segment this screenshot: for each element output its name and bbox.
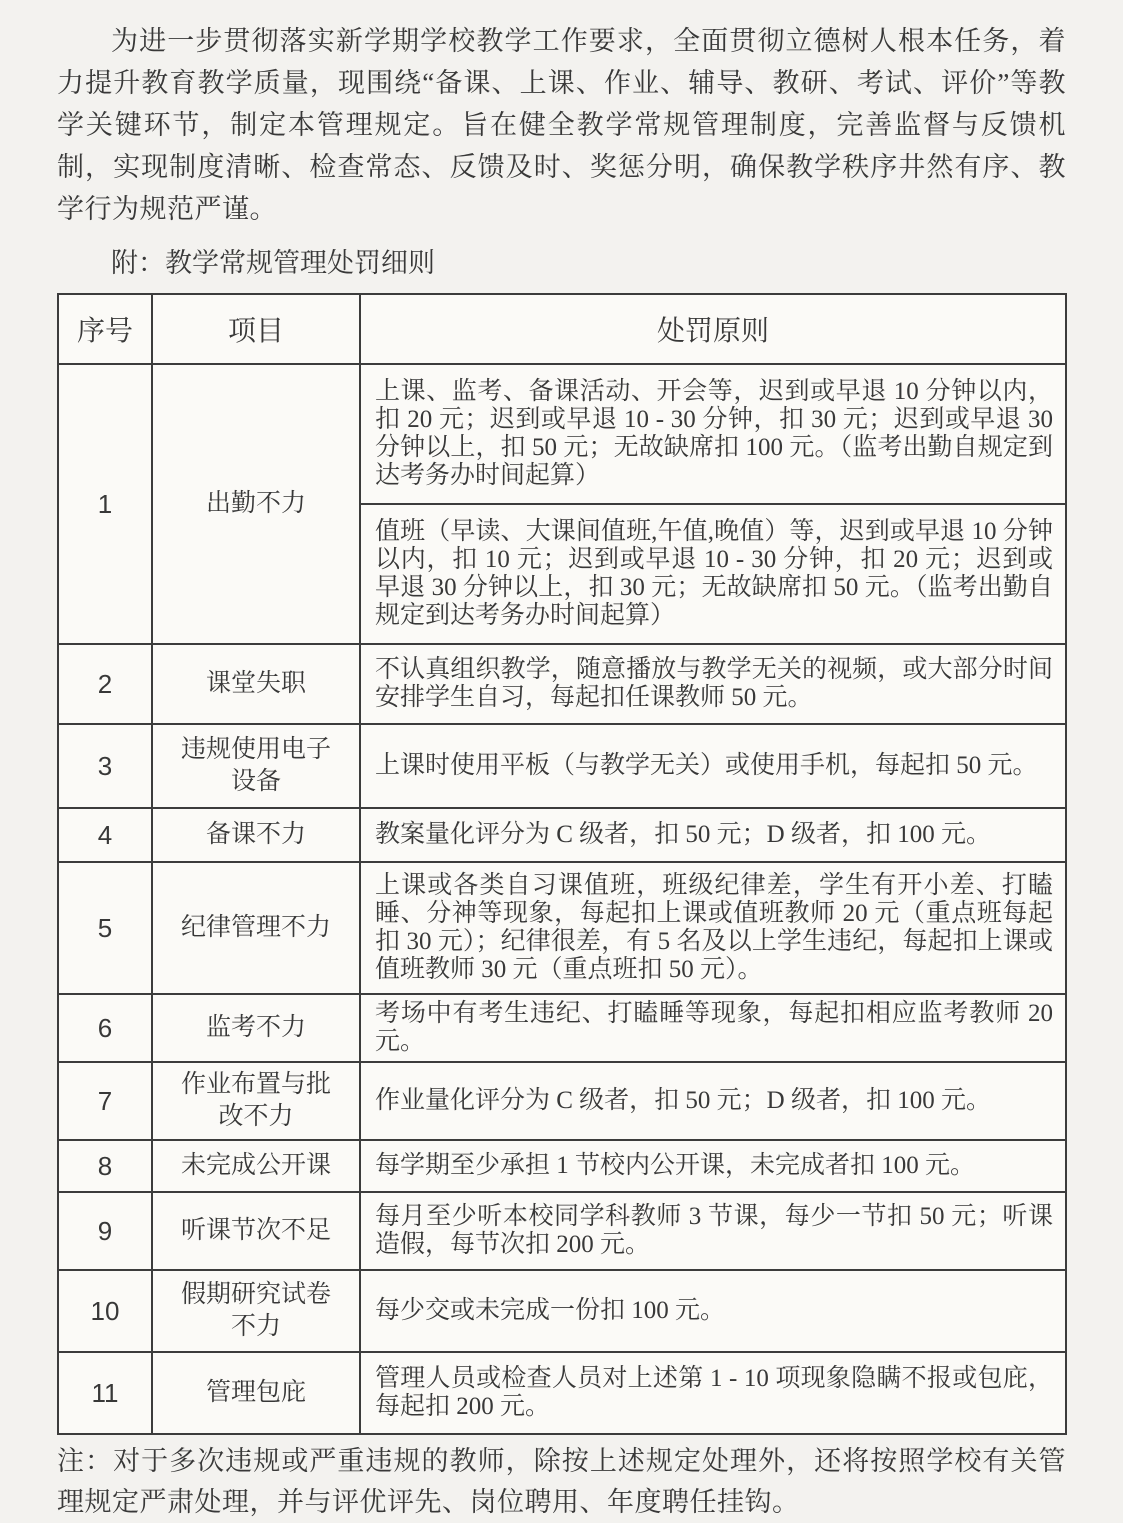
table-row (58, 1192, 1066, 1270)
row-rule: 每学期至少承担 1 节校内公开课，未完成者扣 100 元。 (360, 1140, 1066, 1192)
row-item: 作业布置与批改不力 (152, 1062, 360, 1140)
row-item: 出勤不力 (152, 364, 360, 644)
row-no: 3 (58, 724, 152, 808)
row-rule: 上课时使用平板（与教学无关）或使用手机，每起扣 50 元。 (360, 724, 1066, 808)
row-item: 听课节次不足 (152, 1192, 360, 1270)
row-item: 违规使用电子设备 (152, 724, 360, 808)
row-no: 8 (58, 1140, 152, 1192)
table-row (58, 994, 1066, 1062)
row-rule: 每月至少听本校同学科教师 3 节课，每少一节扣 50 元；听课造假，每节次扣 200 元。 (360, 1192, 1066, 1270)
header-rule: 处罚原则 (360, 294, 1066, 364)
row-rule: 上课或各类自习课值班，班级纪律差，学生有开小差、打瞌睡、分神等现象，每起扣上课或值班教师 20 元（重点班每起扣 30 元）；纪律很差，有 5 名及以上学生违纪，每起扣上课或值班教师 30 元（重点班扣 50 元）。 (360, 862, 1066, 994)
row-rule: 管理人员或检查人员对上述第 1 - 10 项现象隐瞒不报或包庇，每起扣 200 元。 (360, 1352, 1066, 1434)
row-item: 监考不力 (152, 994, 360, 1062)
table-row (58, 1140, 1066, 1192)
table-row (58, 644, 1066, 724)
row-item: 纪律管理不力 (152, 862, 360, 994)
table-row (58, 1270, 1066, 1352)
table-row (58, 724, 1066, 808)
table-row (58, 808, 1066, 862)
header-no: 序号 (58, 294, 152, 364)
row-rule: 每少交或未完成一份扣 100 元。 (360, 1270, 1066, 1352)
table-row (58, 1352, 1066, 1434)
row-no: 6 (58, 994, 152, 1062)
table-row (58, 1062, 1066, 1140)
row-item: 备课不力 (152, 808, 360, 862)
row-rule: 教案量化评分为 C 级者，扣 50 元；D 级者，扣 100 元。 (360, 808, 1066, 862)
row-item: 管理包庇 (152, 1352, 360, 1434)
penalty-table (57, 293, 1067, 1435)
row-no: 7 (58, 1062, 152, 1140)
row-item: 假期研究试卷不力 (152, 1270, 360, 1352)
attachment-title: 附：教学常规管理处罚细则 (111, 248, 435, 278)
table-row (58, 364, 1066, 504)
row-no: 9 (58, 1192, 152, 1270)
row-no: 10 (58, 1270, 152, 1352)
row-no: 4 (58, 808, 152, 862)
row-item: 课堂失职 (152, 644, 360, 724)
row-rule: 作业量化评分为 C 级者，扣 50 元；D 级者，扣 100 元。 (360, 1062, 1066, 1140)
row-no: 5 (58, 862, 152, 994)
intro-paragraph: 为进一步贯彻落实新学期学校教学工作要求，全面贯彻立德树人根本任务，着力提升教育教学质量，现围绕“备课、上课、作业、辅导、教研、考试、评价”等教学关键环节，制定本管理规定。旨在健全教学常规管理制度，完善监督与反馈机制，实现制度清晰、检查常态、反馈及时、奖惩分明，确保教学秩序井然有序、教学行为规范严谨。 (57, 26, 1066, 224)
header-item: 项目 (152, 294, 360, 364)
row-item: 未完成公开课 (152, 1140, 360, 1192)
row-no: 11 (58, 1352, 152, 1434)
footer-note: 注：对于多次违规或严重违规的教师，除按上述规定处理外，还将按照学校有关管理规定严肃处理，并与评优评先、岗位聘用、年度聘任挂钩。 (57, 1446, 1066, 1517)
row-rule: 值班（早读、大课间值班,午值,晚值）等，迟到或早退 10 分钟以内，扣 10 元；迟到或早退 10 - 30 分钟，扣 20 元；迟到或早退 30 分钟以上，扣 30 元；无故缺席扣 50 元。（监考出勤自规定到达考务办时间起算） (360, 504, 1066, 644)
row-rule: 考场中有考生违纪、打瞌睡等现象，每起扣相应监考教师 20 元。 (360, 994, 1066, 1062)
table-row (58, 862, 1066, 994)
row-no: 1 (58, 364, 152, 644)
table-header-row (58, 294, 1066, 364)
row-rule: 不认真组织教学，随意播放与教学无关的视频，或大部分时间安排学生自习，每起扣任课教师 50 元。 (360, 644, 1066, 724)
row-no: 2 (58, 644, 152, 724)
row-rule: 上课、监考、备课活动、开会等，迟到或早退 10 分钟以内，扣 20 元；迟到或早退 10 - 30 分钟，扣 30 元；迟到或早退 30 分钟以上，扣 50 元；无故缺席扣 100 元。（监考出勤自规定到达考务办时间起算） (360, 364, 1066, 504)
